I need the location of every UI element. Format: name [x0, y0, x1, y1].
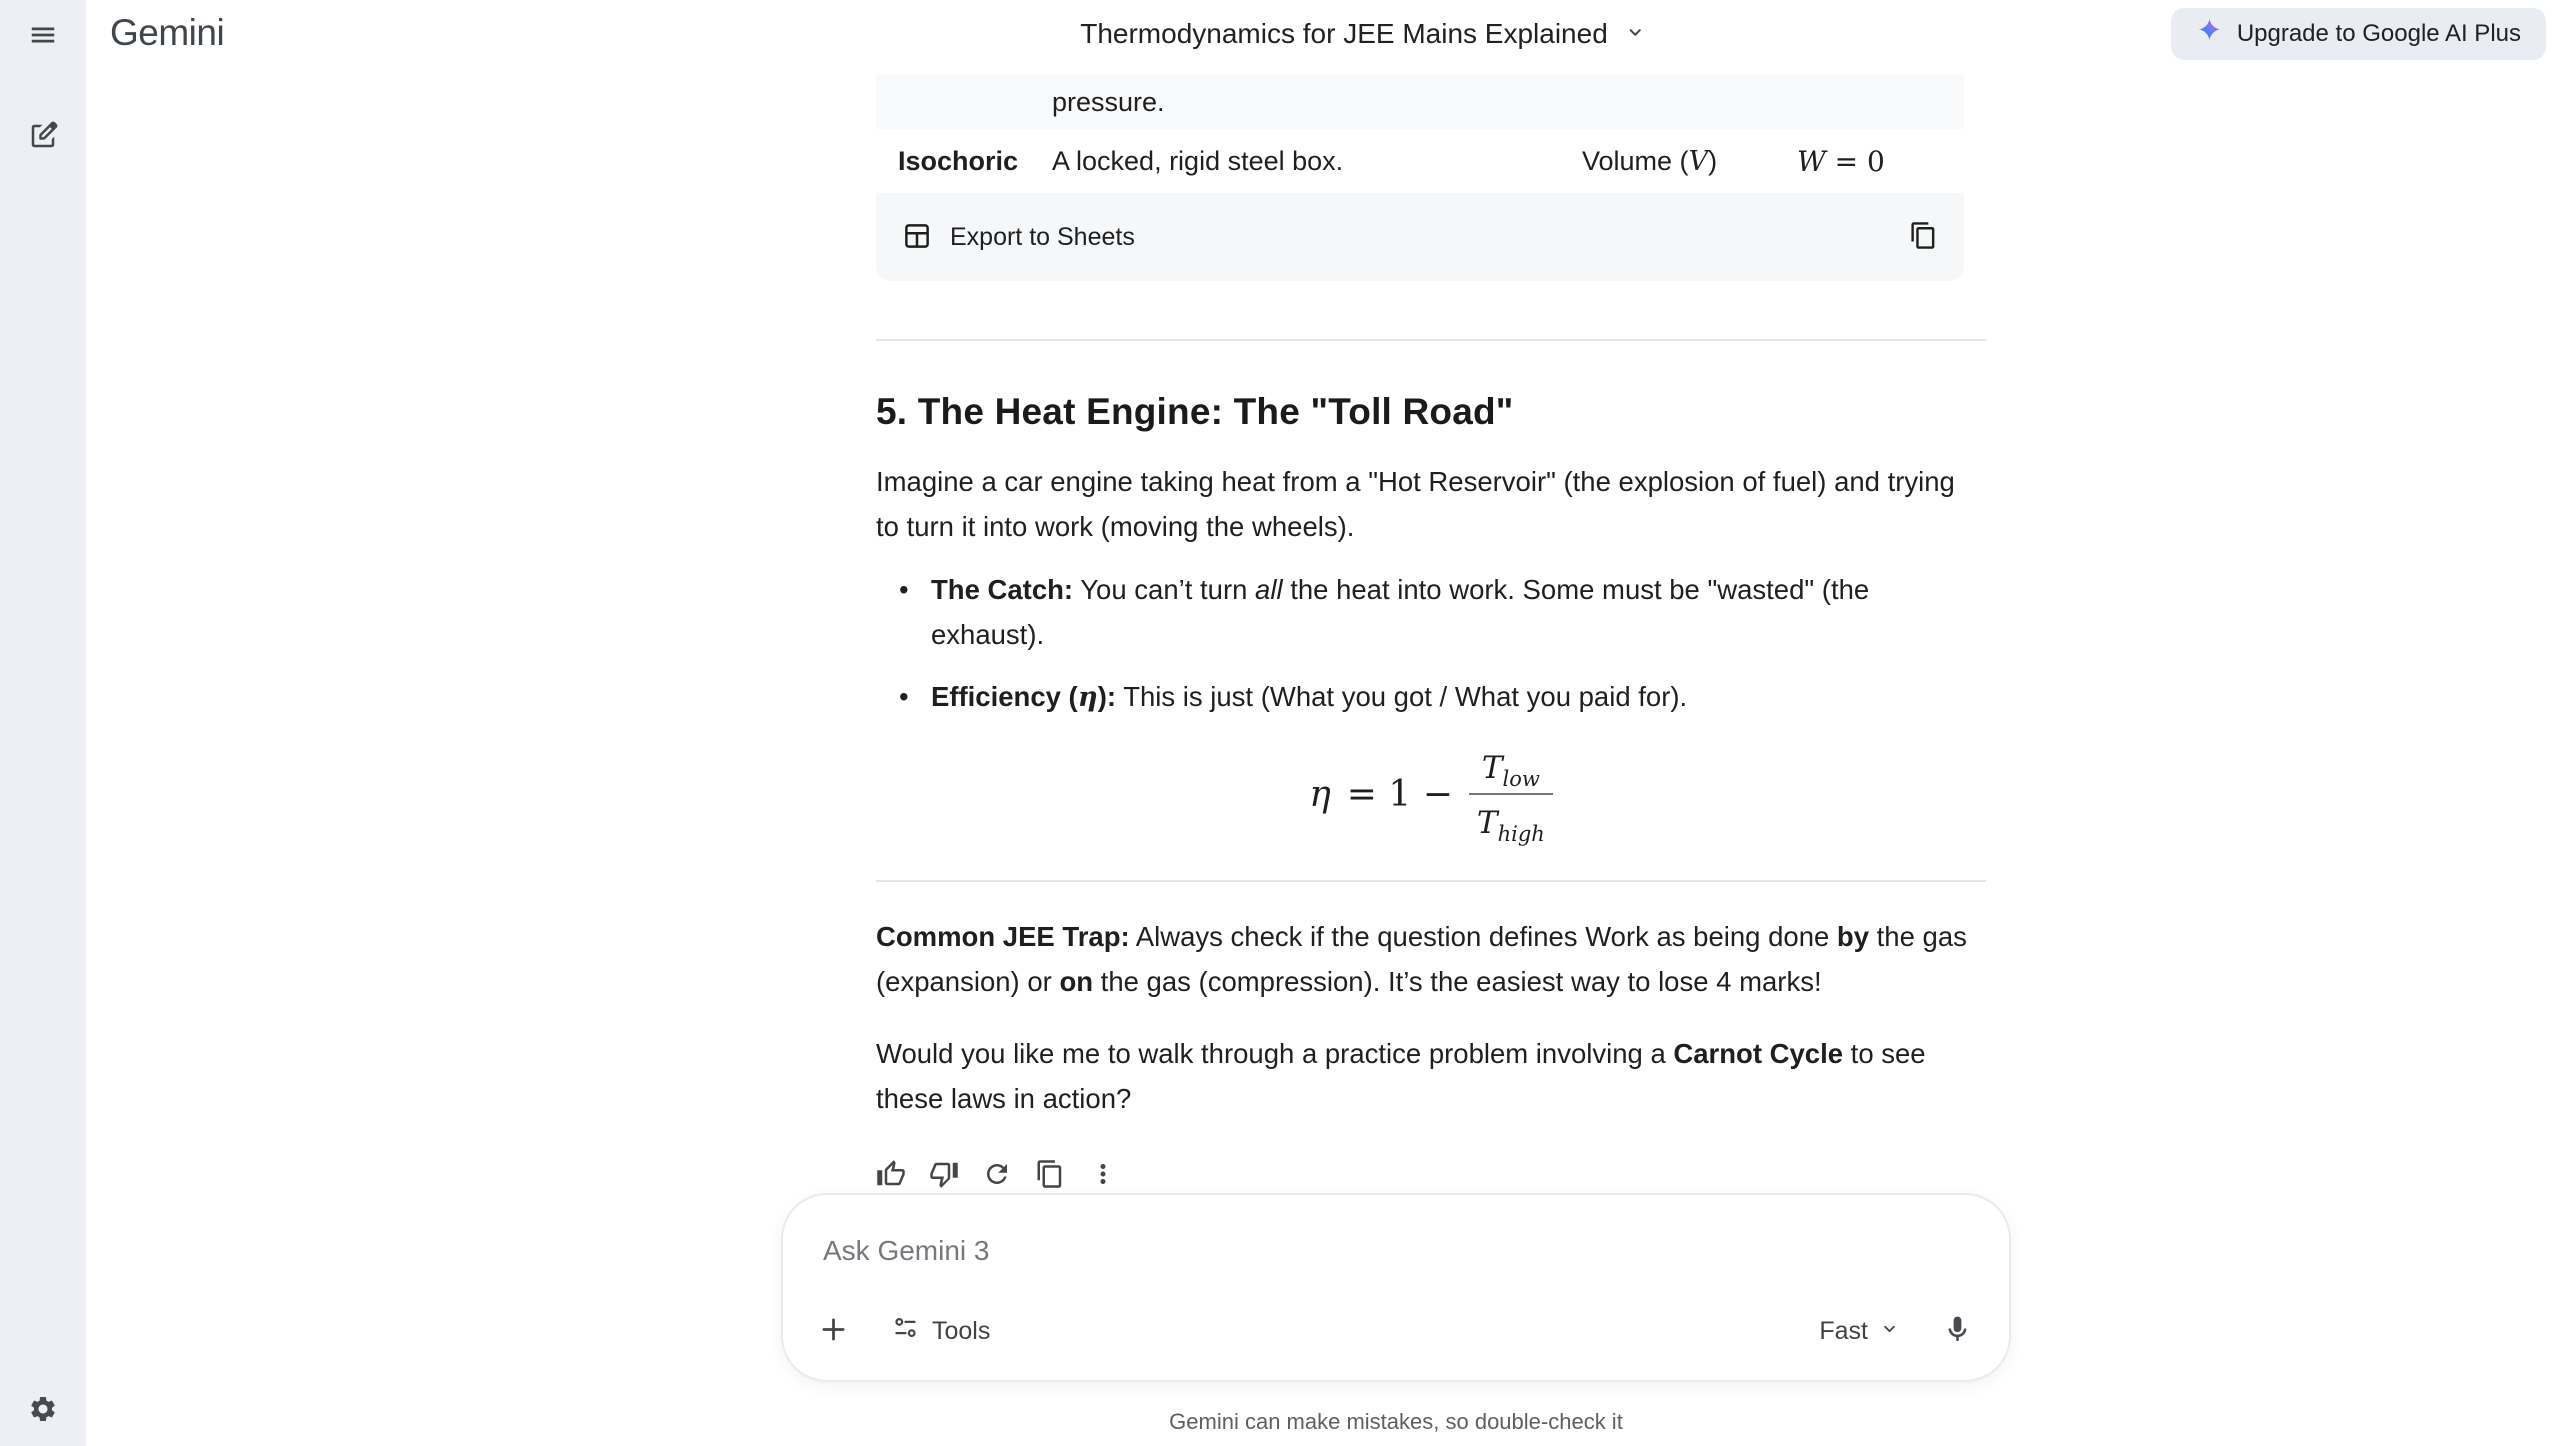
- formula-block: [876, 746, 1986, 847]
- section-divider: [876, 339, 1986, 341]
- intro-paragraph: Imagine a car engine taking heat from a "Hot Reservoir" (the explosion of fuel) and trying to turn it into work (moving the wheels).: [876, 466, 1955, 542]
- new-chat-button[interactable]: [19, 113, 67, 161]
- table-cell-work: W = 0: [1797, 144, 1885, 178]
- conversation-title-menu[interactable]: [1080, 16, 1646, 52]
- menu-icon: [28, 20, 58, 53]
- plus-icon: [817, 1313, 850, 1349]
- thumbs-down-icon: [929, 1159, 959, 1192]
- menu-button[interactable]: [19, 12, 67, 60]
- trap-paragraph: Common JEE Trap: Always check if the question defines Work as being done by the gas (expansion) or on the gas (compression). It’s the easiest way to lose 4 marks!: [876, 921, 1967, 997]
- list-item: • The Catch: You can’t turn all the heat into work. Some must be "wasted" (the exhaust).: [931, 567, 1986, 657]
- more-vert-icon: [1088, 1159, 1118, 1192]
- upgrade-button[interactable]: [2171, 8, 2546, 60]
- table-cell-process: Isochoric: [898, 145, 1019, 176]
- gemini-logo: Gemini: [110, 12, 225, 53]
- tools-button[interactable]: [892, 1314, 990, 1348]
- export-to-sheets-button[interactable]: [902, 221, 932, 254]
- thumbs-up-button[interactable]: [876, 1159, 906, 1192]
- prompt-placeholder: Ask Gemini 3: [823, 1235, 990, 1266]
- table-cell-description: A locked, rigid steel box.: [1052, 145, 1344, 176]
- export-to-sheets-label[interactable]: Export to Sheets: [950, 222, 1135, 251]
- efficiency-formula: η = 1 − $\frac{T_{low}}{T_{high}}$: [1309, 746, 1553, 842]
- copy-icon: [1909, 221, 1938, 253]
- section-heading: 5. The Heat Engine: The "Toll Road": [876, 391, 1514, 432]
- chevron-down-icon: [1879, 1317, 1900, 1346]
- model-label: Fast: [1819, 1316, 1868, 1345]
- compose-icon: [28, 121, 58, 154]
- chat-response: [876, 75, 1986, 1192]
- table-row: [876, 129, 1964, 193]
- bullet-list: [876, 567, 1986, 720]
- table-footer: [876, 193, 1964, 281]
- upgrade-label: Upgrade to Google AI Plus: [2236, 20, 2521, 47]
- composer-toolbar: [817, 1308, 1973, 1354]
- model-picker-button[interactable]: [1819, 1317, 1900, 1346]
- copy-icon: [1035, 1159, 1065, 1192]
- copy-response-button[interactable]: [1035, 1159, 1065, 1192]
- copy-table-button[interactable]: [1909, 221, 1938, 253]
- chevron-down-icon: [1624, 21, 1646, 48]
- conversation-title: Thermodynamics for JEE Mains Explained: [1080, 18, 1608, 49]
- microphone-icon: [1942, 1314, 1973, 1348]
- prompt-input-box[interactable]: [781, 1193, 2011, 1382]
- disclaimer-text: Gemini can make mistakes, so double-check it: [1169, 1409, 1623, 1434]
- settings-gear-icon: [28, 1394, 58, 1427]
- thermo-table: [876, 75, 1964, 281]
- table-cell-text: pressure.: [1052, 86, 1165, 117]
- add-attachment-button[interactable]: [817, 1313, 850, 1349]
- tools-label: Tools: [932, 1316, 991, 1345]
- sidebar: [0, 0, 86, 1446]
- microphone-button[interactable]: [1942, 1314, 1973, 1348]
- fraction: $\frac{T_{low}}{T_{high}}$: [1469, 746, 1553, 842]
- closing-paragraph: Would you like me to walk through a practice problem involving a Carnot Cycle to see these laws in action?: [876, 1038, 1926, 1114]
- tools-sliders-icon: [892, 1314, 919, 1348]
- thumbs-up-icon: [876, 1159, 906, 1192]
- table-cell-constant: Volume (V): [1582, 145, 1718, 177]
- thumbs-down-button[interactable]: [929, 1159, 959, 1192]
- settings-button[interactable]: [19, 1386, 67, 1434]
- section-divider: [876, 880, 1986, 882]
- table-grid-icon: [902, 221, 932, 254]
- more-options-button[interactable]: [1088, 1159, 1118, 1192]
- regenerate-button[interactable]: [982, 1159, 1012, 1192]
- message-actions: [876, 1159, 1986, 1192]
- sparkle-icon: [2196, 17, 2223, 51]
- refresh-icon: [982, 1159, 1012, 1192]
- list-item: • Efficiency (η): This is just (What you got / What you paid for).: [931, 674, 1986, 720]
- table-row-partial: [876, 75, 1964, 129]
